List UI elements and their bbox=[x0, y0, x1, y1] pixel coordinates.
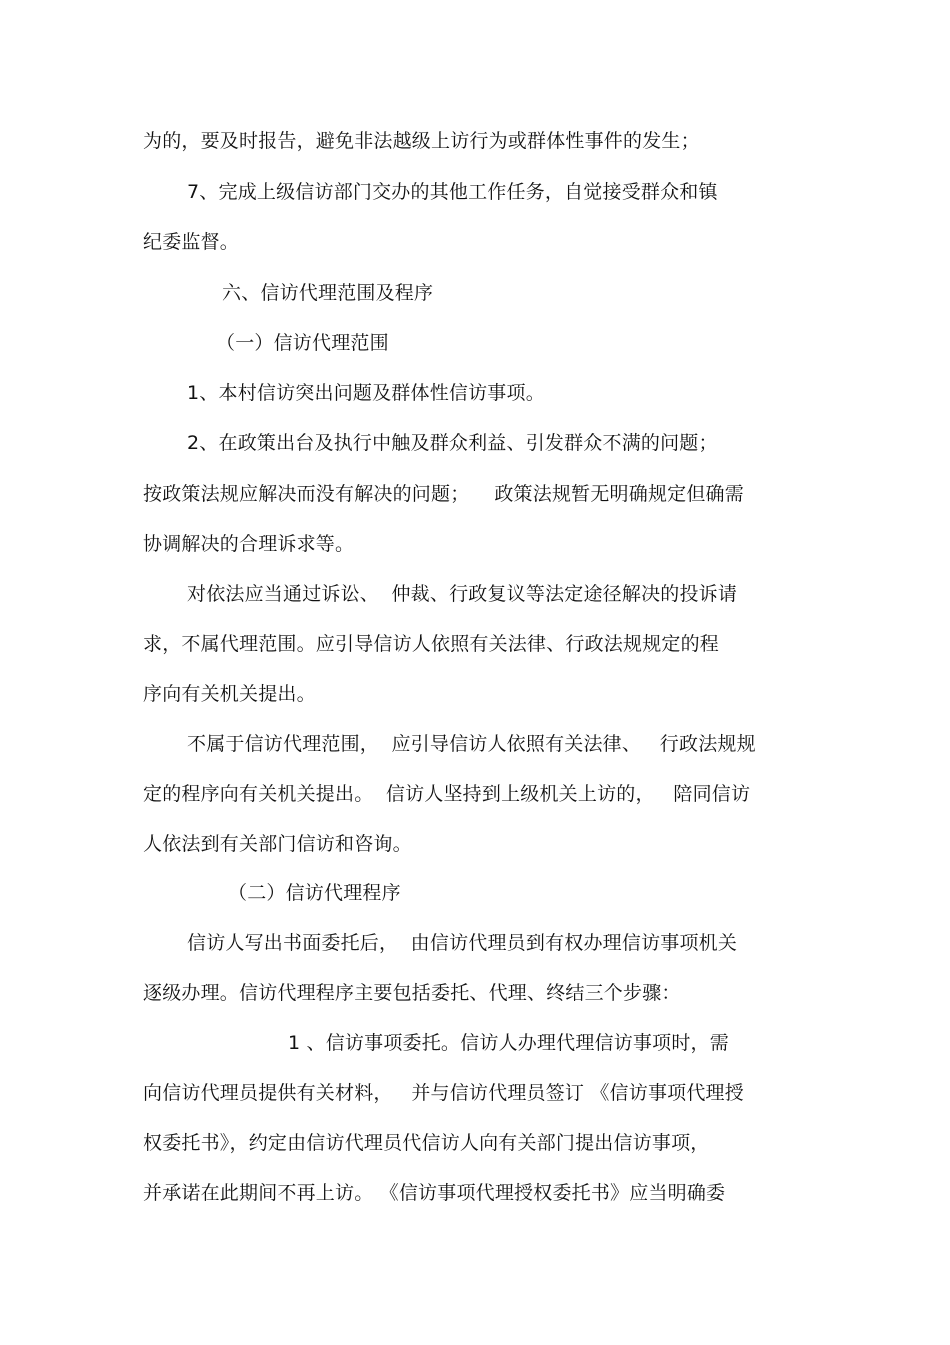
text-line: 按政策法规应解决而没有解决的问题； 政策法规暂无明确规定但确需 bbox=[143, 483, 744, 505]
text-line: 权委托书》，约定由信访代理员代信访人向有关部门提出信访事项， bbox=[143, 1132, 710, 1154]
text-line: 求，不属代理范围。应引导信访人依照有关法律、行政法规规定的程 bbox=[143, 633, 720, 655]
text-line: 为的，要及时报告，避免非法越级上访行为或群体性事件的发生； bbox=[143, 130, 700, 152]
text-line: 不属于信访代理范围， 应引导信访人依照有关法律、 行政法规规 bbox=[187, 733, 756, 755]
text-line: 对依法应当通过诉讼、 仲裁、行政复议等法定途径解决的投诉请 bbox=[187, 583, 738, 605]
text-line: 序向有关机关提出。 bbox=[143, 683, 316, 705]
text-line: 协调解决的合理诉求等。 bbox=[143, 533, 355, 555]
text-line: 定的程序向有关机关提出。 信访人坚持到上级机关上访的， 陪同信访 bbox=[143, 783, 751, 805]
section-heading: 六、信访代理范围及程序 bbox=[222, 282, 434, 304]
text-line: 纪委监督。 bbox=[143, 231, 240, 253]
text-line: 2、在政策出台及执行中触及群众利益、引发群众不满的问题； bbox=[187, 432, 718, 454]
text-line: 向信访代理员提供有关材料， 并与信访代理员签订 《信访事项代理授 bbox=[143, 1082, 744, 1104]
text-line: 1 、信访事项委托。信访人办理代理信访事项时，需 bbox=[288, 1032, 729, 1054]
text-line: 逐级办理。信访代理程序主要包括委托、代理、终结三个步骤： bbox=[143, 982, 681, 1004]
subsection-heading: （二）信访代理程序 bbox=[228, 882, 401, 904]
subsection-heading: （一）信访代理范围 bbox=[216, 332, 389, 354]
text-line: 并承诺在此期间不再上访。 《信访事项代理授权委托书》应当明确委 bbox=[143, 1182, 726, 1204]
text-line: 7、完成上级信访部门交办的其他工作任务，自觉接受群众和镇 bbox=[187, 181, 718, 203]
text-line: 1、本村信访突出问题及群体性信访事项。 bbox=[187, 382, 545, 404]
text-line: 人依法到有关部门信访和咨询。 bbox=[143, 833, 412, 855]
text-line: 信访人写出书面委托后， 由信访代理员到有权办理信访事项机关 bbox=[187, 932, 738, 954]
